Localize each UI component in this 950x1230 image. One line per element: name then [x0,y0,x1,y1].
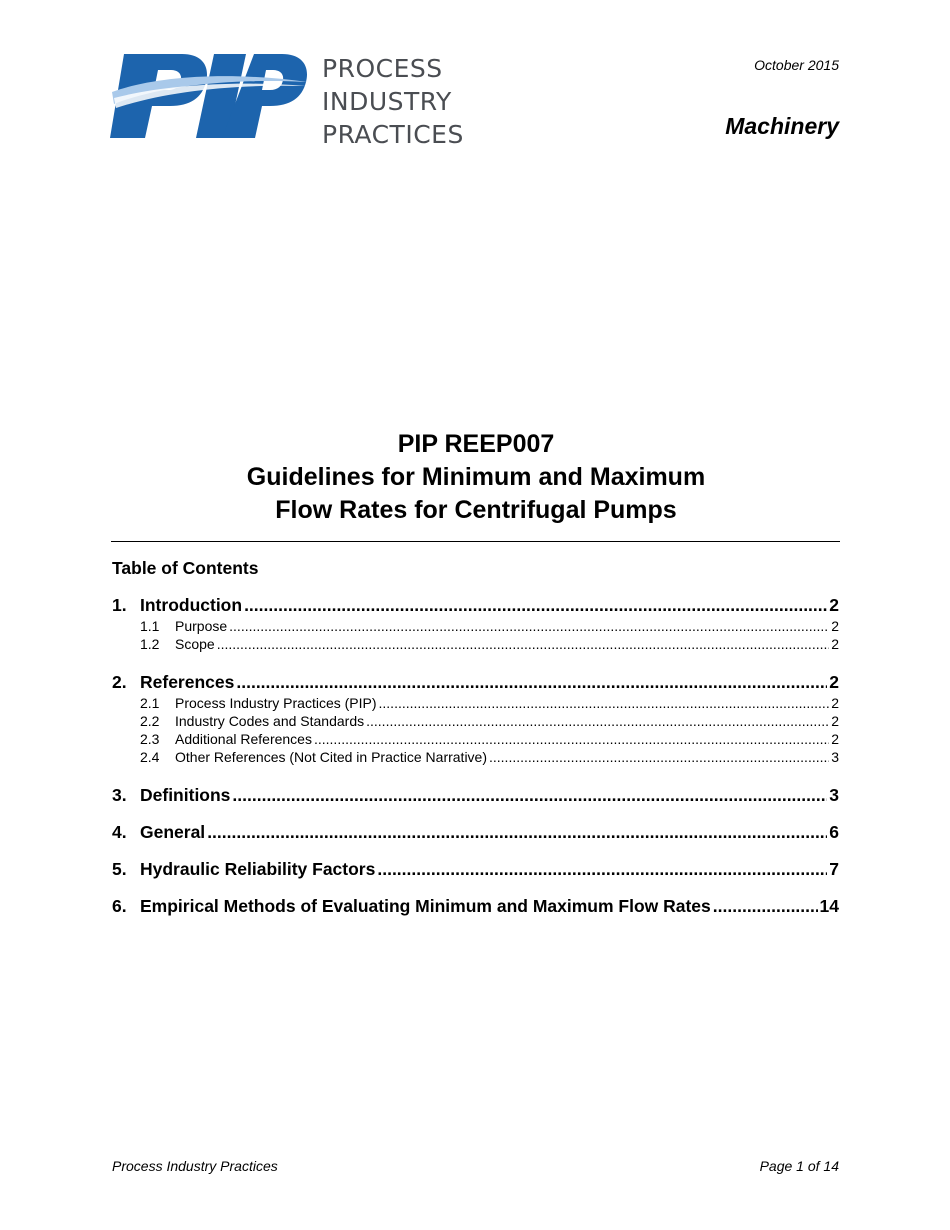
toc-subentry [112,712,839,730]
toc-subentry-number: 2.1 [140,695,160,711]
toc-entry-number: 2. [112,672,127,692]
toc-entry-number: 6. [112,896,127,916]
toc-entry-label: Empirical Methods of Evaluating Minimum and Maximum Flow Rates [140,896,711,916]
toc-subentry-number: 2.3 [140,731,160,747]
pip-logo-mark [110,52,310,142]
dot-leader [377,857,827,881]
toc-entry-page: 7 [829,859,839,879]
toc-entry-page: 2 [829,672,839,692]
dot-leader [379,694,830,712]
dot-leader [244,593,827,617]
footer-page-number: Page 1 of 14 [759,1158,839,1174]
toc-entry [112,670,839,694]
dot-leader [229,617,829,635]
toc-subentry-page: 2 [831,713,839,729]
title-line: Flow Rates for Centrifugal Pumps [275,496,677,524]
toc-subentry-page: 3 [831,749,839,765]
pip-logo [110,52,490,149]
logo-text-line: PRACTICES [322,120,464,149]
toc-entry-label: General [140,822,206,842]
title-line: Guidelines for Minimum and Maximum [246,463,706,491]
toc-subentry-page: 2 [831,695,839,711]
title-divider [111,541,840,542]
toc-subentry-label: Purpose [175,618,228,634]
toc-entry [112,894,839,918]
toc-entry [112,593,839,617]
toc-subentry [112,730,839,748]
logo-text-line: PROCESS [322,54,443,83]
toc-entry-label: Hydraulic Reliability Factors [140,859,376,879]
dot-leader [314,730,829,748]
toc-entry-number: 1. [112,595,127,615]
toc-entry-label: Definitions [140,785,231,805]
document-date: October 2015 [754,57,839,73]
toc-subentry-label: Other References (Not Cited in Practice Narrative) [175,749,487,765]
toc-entry-label: References [140,672,235,692]
toc-subentry-label: Industry Codes and Standards [175,713,365,729]
logo-wordmark [322,52,464,151]
dot-leader [713,894,818,918]
toc-entry-number: 5. [112,859,127,879]
toc-subentry [112,617,839,635]
toc-entry-page: 6 [829,822,839,842]
toc-entry-label: Introduction [140,595,243,615]
toc-entry-page: 3 [829,785,839,805]
toc-subentry-label: Scope [175,636,215,652]
footer-publisher: Process Industry Practices [112,1158,278,1174]
dot-leader [207,820,827,844]
toc-subentry-page: 2 [831,618,839,634]
toc-entry [112,820,839,844]
toc-entry-number: 4. [112,822,127,842]
toc-subentry [112,748,839,766]
toc-subentry [112,635,839,653]
toc-entry [112,857,839,881]
document-number: PIP REEP007 [397,430,555,458]
toc-entry-number: 3. [112,785,127,805]
toc-subentry-page: 2 [831,636,839,652]
dot-leader [489,748,829,766]
toc-entry-page: 14 [819,896,839,916]
toc-subentry-number: 1.2 [140,636,160,652]
toc-subentry-number: 2.2 [140,713,160,729]
document-title [112,428,840,527]
toc-entry [112,783,839,807]
logo-text-line: INDUSTRY [322,87,452,116]
table-of-contents [112,593,839,918]
toc-heading: Table of Contents [112,558,259,578]
toc-subentry-label: Process Industry Practices (PIP) [175,695,377,711]
toc-subentry [112,694,839,712]
dot-leader [217,635,830,653]
document-category: Machinery [725,113,839,139]
dot-leader [366,712,829,730]
toc-subentry-number: 2.4 [140,749,160,765]
toc-subentry-label: Additional References [175,731,312,747]
dot-leader [232,783,827,807]
dot-leader [236,670,827,694]
toc-subentry-number: 1.1 [140,618,160,634]
toc-entry-page: 2 [829,595,839,615]
toc-subentry-page: 2 [831,731,839,747]
